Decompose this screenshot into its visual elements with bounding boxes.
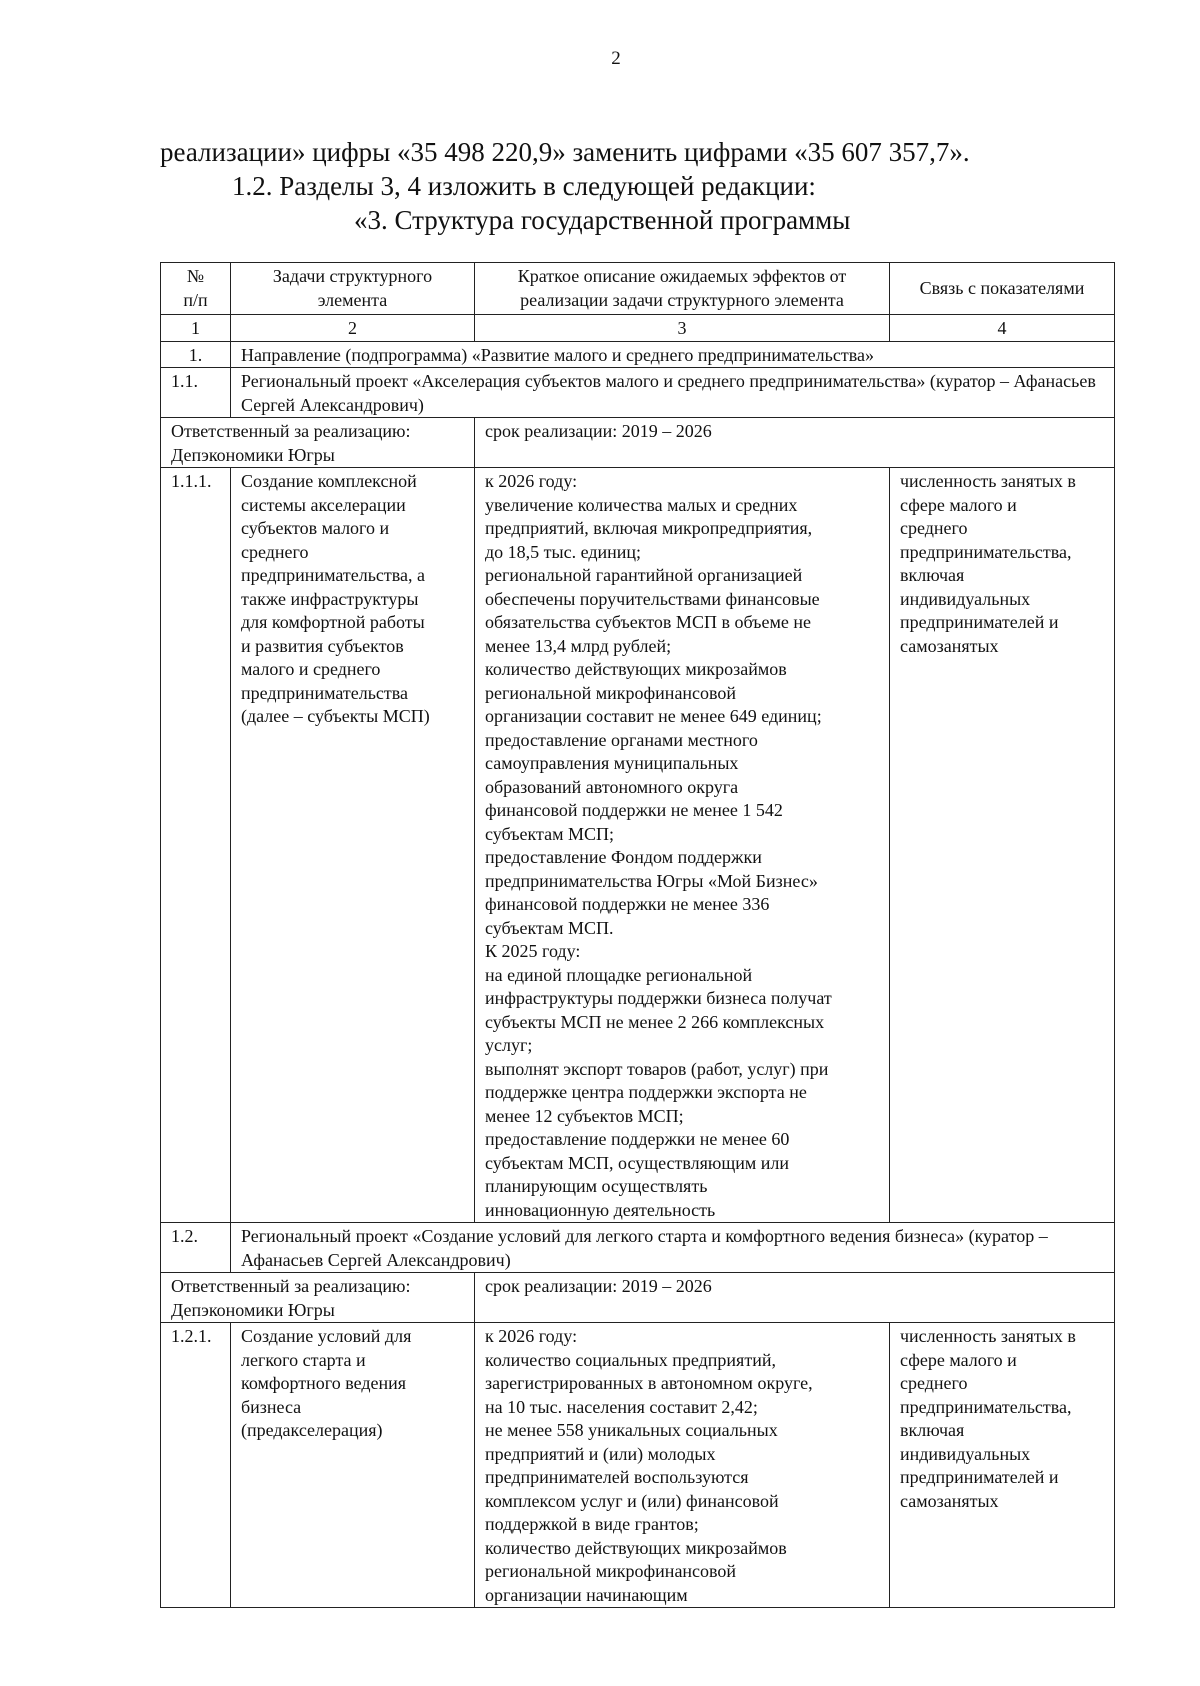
project-title: Региональный проект «Создание условий для легкого старта и комфортного ведения бизнеса» (куратор – Афанасьев Сергей Александрович) <box>231 1223 1115 1273</box>
task-effects: к 2026 году: увеличение количества малых и средних предприятий, включая микропредприятия, до 18,5 тыс. единиц; региональной гарантийной организацией обеспечены поручительствами финансовые обязательства субъектов МСП в объеме не менее 13,4 млрд рублей; количество действующих микрозаймов региональной микрофинансовой организации составит не менее 649 единиц; предоставление органами местного самоуправления муниципальных образований автономного округа финансовой поддержки не менее 1 542 субъектам МСП; предоставление Фондом поддержки предпринимательства Югры «Мой Бизнес» финансовой поддержки не менее 336 субъектам МСП. К 2025 году: на единой площадке региональной инфраструктуры поддержки бизнеса получат субъекты МСП не менее 2 266 комплексных услуг; выполнят экспорт товаров (работ, услуг) при поддержке центра поддержки экспорта не менее 12 субъектов МСП; предоставление поддержки не менее 60 субъектам МСП, осуществляющим или планирующим осуществлять инновационную деятельность <box>475 468 890 1223</box>
column-number: 1 <box>161 315 231 342</box>
header-effects: Краткое описание ожидаемых эффектов от реализации задачи структурного элемента <box>475 263 890 315</box>
column-number: 4 <box>890 315 1115 342</box>
intro-line-1: реализации» цифры «35 498 220,9» заменить цифрами «35 607 357,7». <box>160 137 970 167</box>
task-indicators: численность занятых в сфере малого и среднего предпринимательства, включая индивидуальных предпринимателей и самозанятых <box>890 1323 1115 1608</box>
task-number: 1.2.1. <box>161 1323 231 1608</box>
project-row <box>161 1223 1115 1273</box>
task-description: Создание комплексной системы акселерации субъектов малого и среднего предпринимательства, а также инфраструктуры для комфортной работы и развития субъектов малого и среднего предпринимательства (далее – субъекты МСП) <box>231 468 475 1223</box>
header-task: Задачи структурного элемента <box>231 263 475 315</box>
task-effects: к 2026 году: количество социальных предприятий, зарегистрированных в автономном округе, на 10 тыс. населения составит 2,42; не менее 558 уникальных социальных предприятий и (или) молодых предпринимателей воспользуются комплексом услуг и (или) финансовой поддержкой в виде грантов; количество действующих микрозаймов региональной микрофинансовой организации начинающим <box>475 1323 890 1608</box>
page-number: 2 <box>611 48 621 69</box>
project-title: Региональный проект «Акселерация субъектов малого и среднего предпринимательства» (куратор – Афанасьев Сергей Александрович) <box>231 368 1115 418</box>
section-title: Направление (подпрограмма) «Развитие малого и среднего предпринимательства» <box>231 341 1115 368</box>
header-indicators: Связь с показателями <box>890 263 1115 315</box>
responsible-row <box>161 1273 1115 1323</box>
header-num: № п/п <box>161 263 231 315</box>
responsible-text: Ответственный за реализацию: Депэкономики Югры <box>161 418 475 468</box>
task-description: Создание условий для легкого старта и комфортного ведения бизнеса (предакселерация) <box>231 1323 475 1608</box>
task-number: 1.1.1. <box>161 468 231 1223</box>
term-text: срок реализации: 2019 – 2026 <box>475 1273 1115 1323</box>
responsible-text: Ответственный за реализацию: Депэкономики Югры <box>161 1273 475 1323</box>
project-row <box>161 368 1115 418</box>
intro-text <box>160 135 1120 237</box>
column-number-row <box>161 315 1115 342</box>
project-number: 1.2. <box>161 1223 231 1273</box>
responsible-row <box>161 418 1115 468</box>
section-number: 1. <box>161 341 231 368</box>
column-number: 3 <box>475 315 890 342</box>
task-row <box>161 468 1115 1223</box>
header-row <box>161 263 1115 315</box>
program-structure-table <box>160 262 1115 1608</box>
term-text: срок реализации: 2019 – 2026 <box>475 418 1115 468</box>
intro-line-2: 1.2. Разделы 3, 4 изложить в следующей редакции: <box>232 171 816 201</box>
task-indicators: численность занятых в сфере малого и среднего предпринимательства, включая индивидуальных предпринимателей и самозанятых <box>890 468 1115 1223</box>
task-row <box>161 1323 1115 1608</box>
column-number: 2 <box>231 315 475 342</box>
section-row <box>161 341 1115 368</box>
project-number: 1.1. <box>161 368 231 418</box>
section-heading: «3. Структура государственной программы <box>354 205 851 235</box>
